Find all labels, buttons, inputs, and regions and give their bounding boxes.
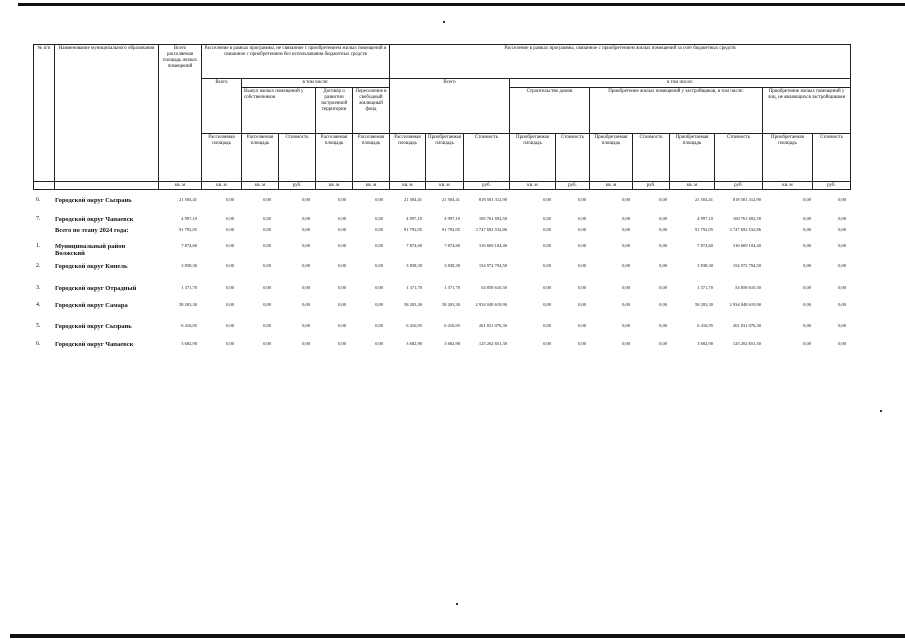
col-vsego2: Всего — [390, 79, 510, 134]
cell-value: 3 838,30 — [444, 263, 460, 268]
cell-value: 316 669 104,40 — [732, 243, 761, 248]
cell-value: 0,00 — [338, 302, 346, 307]
sub-stoimost: Стоимость — [556, 134, 590, 182]
cell-value: 0,00 — [375, 285, 383, 290]
cell-value: 0,00 — [659, 263, 667, 268]
cell-value: 0,00 — [622, 302, 630, 307]
unit: руб. — [633, 182, 670, 190]
cell-value: 0,00 — [226, 285, 234, 290]
table-row — [33, 285, 850, 295]
cell-value: 0,00 — [302, 285, 310, 290]
cell-value: 154 972 794,50 — [478, 263, 507, 268]
unit: кв. м — [590, 182, 633, 190]
cell-value: 0,00 — [543, 227, 551, 232]
cell-value: 0,00 — [838, 216, 846, 221]
row-number: 6. — [36, 341, 41, 347]
cell-value: 0,00 — [659, 302, 667, 307]
cell-value: 3 838,30 — [697, 263, 713, 268]
municipality-name: Городской округ Чапаевск — [55, 341, 134, 348]
sub-priobretaemaya: Приобретаемая площадь — [670, 134, 715, 182]
scan-speck — [456, 603, 458, 605]
municipality-name: Городской округ Самара — [55, 302, 128, 309]
cell-value: 0,00 — [263, 263, 271, 268]
cell-value: 0,00 — [838, 197, 846, 202]
cell-value: 0,00 — [263, 197, 271, 202]
col-total-area: Всего расселяемая площадь жилых помещений — [159, 45, 202, 182]
cell-value: 0,00 — [838, 285, 846, 290]
cell-value: 261 031 076,30 — [478, 323, 507, 328]
cell-value: 0,00 — [263, 323, 271, 328]
cell-value: 0,00 — [543, 216, 551, 221]
cell-value: 125 202 651,30 — [478, 341, 507, 346]
col-vykup: Выкуп жилых помещений у собственников — [242, 88, 316, 134]
cell-value: 0,00 — [263, 216, 271, 221]
cell-value: 0,00 — [375, 216, 383, 221]
sub-rasselyaemaya: Расселяемая площадь — [353, 134, 390, 182]
sub-priobretaemaya: Приобретаемая площадь — [590, 134, 633, 182]
cell-value: 58 203,30 — [442, 302, 460, 307]
cell-value: 91 792,05 — [442, 227, 460, 232]
cell-value: 0,00 — [543, 243, 551, 248]
col-v-tom-chisle2: в том числе: — [510, 79, 851, 88]
cell-value: 0,00 — [622, 216, 630, 221]
cell-value: 21 504,41 — [179, 197, 197, 202]
sub-priobretaemaya: Приобретаемая площадь — [763, 134, 813, 182]
cell-value: 58 203,30 — [404, 302, 422, 307]
cell-value: 0,00 — [263, 243, 271, 248]
cell-value: 7 874,60 — [444, 243, 460, 248]
cell-value: 4 997,10 — [406, 216, 422, 221]
cell-value: 6 416,95 — [406, 323, 422, 328]
cell-value: 0,00 — [263, 227, 271, 232]
municipality-name: Городской округ Чапаевск — [55, 216, 134, 223]
municipality-name: Городской округ Сызрань — [55, 323, 132, 330]
unit: кв. м — [670, 182, 715, 190]
cell-value: 58 203,30 — [695, 302, 713, 307]
cell-value: 0,00 — [226, 323, 234, 328]
sub-priobretaemaya: Приобретаемая площадь — [426, 134, 464, 182]
cell-value: 0,00 — [803, 323, 811, 328]
row-number: 2. — [36, 263, 41, 269]
cell-value: 58 203,30 — [179, 302, 197, 307]
cell-value: 7 874,60 — [697, 243, 713, 248]
cell-value: 0,00 — [226, 227, 234, 232]
cell-value: 0,00 — [302, 243, 310, 248]
cell-value: 3 747 692 532,86 — [475, 227, 507, 232]
sub-stoimost: Стоимость — [633, 134, 670, 182]
table-row — [33, 216, 850, 226]
table-row — [33, 197, 850, 207]
cell-value: 1 371,70 — [697, 285, 713, 290]
cell-value: 7 874,60 — [181, 243, 197, 248]
cell-value: 21 504,41 — [695, 197, 713, 202]
cell-value: 0,00 — [263, 302, 271, 307]
cell-value: 6 416,95 — [444, 323, 460, 328]
cell-value: 4 997,10 — [181, 216, 197, 221]
cell-value: 0,00 — [622, 227, 630, 232]
cell-value: 0,00 — [578, 197, 586, 202]
cell-value: 21 504,41 — [404, 197, 422, 202]
col-priobretenie-lic: Приобретение жилых помещений у лиц, не являющихся застройщиками — [763, 88, 851, 134]
cell-value: 0,00 — [838, 323, 846, 328]
cell-value: 2 934 048 619,90 — [475, 302, 507, 307]
sub-stoimost: Стоимость — [715, 134, 763, 182]
cell-value: 0,00 — [226, 302, 234, 307]
cell-value: 3 682,90 — [406, 341, 422, 346]
unit: кв. м — [242, 182, 279, 190]
cell-value: 0,00 — [803, 243, 811, 248]
cell-value: 6 416,95 — [697, 323, 713, 328]
cell-value: 0,00 — [838, 341, 846, 346]
unit: руб. — [715, 182, 763, 190]
cell-value: 0,00 — [659, 285, 667, 290]
cell-value: 0,00 — [578, 323, 586, 328]
cell-value: 0,00 — [226, 197, 234, 202]
cell-value: 3 682,90 — [697, 341, 713, 346]
row-number: 6. — [36, 197, 41, 203]
sub-rasselyaemaya: Расселяемая площадь — [316, 134, 353, 182]
cell-value: 0,00 — [263, 341, 271, 346]
cell-value: 91 792,05 — [179, 227, 197, 232]
col-name: Наименование муниципального образования — [55, 45, 159, 182]
cell-value: 0,00 — [803, 227, 811, 232]
cell-value: 0,00 — [659, 341, 667, 346]
cell-value: 0,00 — [622, 341, 630, 346]
col-pereselenie: Переселение в свободный жилищный фонд — [353, 88, 390, 134]
cell-value: 0,00 — [578, 227, 586, 232]
cell-value: 0,00 — [226, 243, 234, 248]
cell-value: 54 858 610,50 — [481, 285, 507, 290]
municipality-name: Муниципальный район Волжский — [55, 243, 126, 257]
cell-value: 261 031 076,30 — [732, 323, 761, 328]
cell-value: 316 669 104,40 — [478, 243, 507, 248]
cell-value: 0,00 — [375, 323, 383, 328]
cell-value: 0,00 — [375, 243, 383, 248]
unit: кв. м — [353, 182, 390, 190]
cell-value: 0,00 — [838, 227, 846, 232]
unit: кв. м — [763, 182, 813, 190]
cell-value: 0,00 — [803, 341, 811, 346]
cell-value: 0,00 — [375, 197, 383, 202]
cell-value: 0,00 — [375, 302, 383, 307]
cell-value: 4 997,10 — [444, 216, 460, 221]
total-row — [33, 227, 850, 237]
cell-value: 169 761 692,50 — [732, 216, 761, 221]
municipality-name: Городской округ Кинель — [55, 263, 128, 270]
cell-value: 0,00 — [622, 197, 630, 202]
cell-value: 0,00 — [578, 302, 586, 307]
row-number: 1. — [36, 243, 41, 249]
unit: кв. м — [202, 182, 242, 190]
cell-value: 0,00 — [338, 341, 346, 346]
cell-value: 0,00 — [543, 323, 551, 328]
table-row — [33, 323, 850, 333]
cell-value: 0,00 — [622, 285, 630, 290]
cell-value: 21 504,41 — [442, 197, 460, 202]
cell-value: 6 416,95 — [181, 323, 197, 328]
cell-value: 0,00 — [543, 285, 551, 290]
scan-border-top — [18, 3, 905, 6]
cell-value: 1 371,70 — [444, 285, 460, 290]
group-no-acquisition: Расселение в рамках программы, не связанное с приобретением жилых помещений и связанное с приобретением без использования бюджетных средств — [202, 45, 390, 79]
sub-stoimost: Стоимость — [813, 134, 851, 182]
cell-value: 3 747 692 532,86 — [729, 227, 761, 232]
sub-rasselyaemaya: Расселяемая площадь — [390, 134, 426, 182]
cell-value: 0,00 — [302, 263, 310, 268]
cell-value: 7 874,60 — [406, 243, 422, 248]
cell-value: 0,00 — [659, 227, 667, 232]
sub-rasselyaemaya: Расселяемая площадь — [242, 134, 279, 182]
table-row — [33, 341, 850, 351]
col-dogovor: Договор о развитии застроенной территории — [316, 88, 353, 134]
cell-value: 0,00 — [578, 263, 586, 268]
cell-value: 0,00 — [302, 216, 310, 221]
cell-value: 0,00 — [838, 263, 846, 268]
cell-value: 0,00 — [543, 263, 551, 268]
cell-value: 0,00 — [338, 285, 346, 290]
cell-value: 3 838,30 — [406, 263, 422, 268]
cell-value: 0,00 — [659, 323, 667, 328]
cell-value: 1 371,70 — [406, 285, 422, 290]
cell-value: 0,00 — [375, 227, 383, 232]
row-number: 5. — [36, 323, 41, 329]
cell-value: 0,00 — [659, 243, 667, 248]
municipality-name: Городской округ Отрадный — [55, 285, 137, 292]
col-vsego: Всего — [202, 79, 242, 134]
cell-value: 154 972 794,50 — [732, 263, 761, 268]
cell-value: 818 501 312,90 — [732, 197, 761, 202]
cell-value: 1 371,70 — [181, 285, 197, 290]
unit: руб. — [279, 182, 316, 190]
cell-value: 0,00 — [803, 285, 811, 290]
cell-value: 3 682,90 — [181, 341, 197, 346]
cell-value: 0,00 — [622, 263, 630, 268]
cell-value: 0,00 — [659, 197, 667, 202]
cell-value: 0,00 — [803, 263, 811, 268]
cell-value: 0,00 — [578, 341, 586, 346]
cell-value: 0,00 — [375, 341, 383, 346]
cell-value: 0,00 — [543, 197, 551, 202]
cell-value: 125 202 651,30 — [732, 341, 761, 346]
cell-value: 0,00 — [302, 323, 310, 328]
table-row — [33, 243, 850, 257]
cell-value: 0,00 — [338, 323, 346, 328]
cell-value: 0,00 — [226, 341, 234, 346]
unit: кв. м — [159, 182, 202, 190]
cell-value: 54 858 610,50 — [735, 285, 761, 290]
cell-value: 91 792,05 — [695, 227, 713, 232]
cell-value: 3 682,90 — [444, 341, 460, 346]
cell-value: 0,00 — [302, 227, 310, 232]
cell-value: 169 761 692,50 — [478, 216, 507, 221]
cell-value: 0,00 — [543, 341, 551, 346]
unit: кв. м — [510, 182, 556, 190]
col-stroitelstvo: Строительство домов — [510, 88, 590, 134]
cell-value: 0,00 — [302, 302, 310, 307]
cell-value: 0,00 — [803, 197, 811, 202]
sub-rasselyaemaya: Расселяемая площадь — [202, 134, 242, 182]
col-v-tom-chisle: в том числе: — [242, 79, 390, 88]
cell-value: 0,00 — [338, 263, 346, 268]
cell-value: 4 997,10 — [697, 216, 713, 221]
sub-stoimost: Стоимость — [279, 134, 316, 182]
unit: кв. м — [426, 182, 464, 190]
cell-value: 3 838,30 — [181, 263, 197, 268]
cell-value: 0,00 — [578, 285, 586, 290]
cell-value: 0,00 — [659, 216, 667, 221]
cell-value: 0,00 — [338, 216, 346, 221]
table-header — [33, 44, 850, 197]
cell-value: 0,00 — [838, 243, 846, 248]
municipality-name: Всего по этапу 2024 года: — [55, 227, 129, 234]
cell-value: 818 501 312,90 — [478, 197, 507, 202]
sub-stoimost: Стоимость — [464, 134, 510, 182]
cell-value: 0,00 — [263, 285, 271, 290]
cell-value: 0,00 — [803, 216, 811, 221]
unit: руб. — [556, 182, 590, 190]
col-no: № п/п — [34, 45, 55, 182]
cell-value: 0,00 — [302, 341, 310, 346]
cell-value: 0,00 — [226, 263, 234, 268]
cell-value: 2 934 048 619,90 — [729, 302, 761, 307]
cell-value: 0,00 — [338, 227, 346, 232]
table-row — [33, 263, 850, 273]
table-row — [33, 302, 850, 312]
cell-value: 0,00 — [338, 243, 346, 248]
municipality-name: Городской округ Сызрань — [55, 197, 132, 204]
cell-value: 0,00 — [622, 323, 630, 328]
cell-value: 0,00 — [578, 216, 586, 221]
unit: кв. м — [390, 182, 426, 190]
row-number: 7. — [36, 216, 41, 222]
cell-value: 0,00 — [226, 216, 234, 221]
cell-value: 0,00 — [543, 302, 551, 307]
cell-value: 0,00 — [622, 243, 630, 248]
row-number: 4. — [36, 302, 41, 308]
unit: руб. — [813, 182, 851, 190]
cell-value: 0,00 — [578, 243, 586, 248]
scan-speck — [880, 410, 882, 412]
row-number: 3. — [36, 285, 41, 291]
sub-priobretaemaya: Приобретаемая площадь — [510, 134, 556, 182]
scan-border-bottom — [10, 634, 905, 638]
col-priobretenie-zastr: Приобретение жилых помещений у застройщиков, в том числе: — [590, 88, 763, 134]
cell-value: 0,00 — [375, 263, 383, 268]
cell-value: 0,00 — [338, 197, 346, 202]
cell-value: 91 792,05 — [404, 227, 422, 232]
cell-value: 0,00 — [838, 302, 846, 307]
cell-value: 0,00 — [302, 197, 310, 202]
group-budget: Расселение в рамках программы, связанное с приобретением жилых помещений за счет бюджетных средств — [390, 45, 851, 79]
unit: кв. м — [316, 182, 353, 190]
unit: руб. — [464, 182, 510, 190]
cell-value: 0,00 — [803, 302, 811, 307]
page-marker — [443, 21, 445, 23]
